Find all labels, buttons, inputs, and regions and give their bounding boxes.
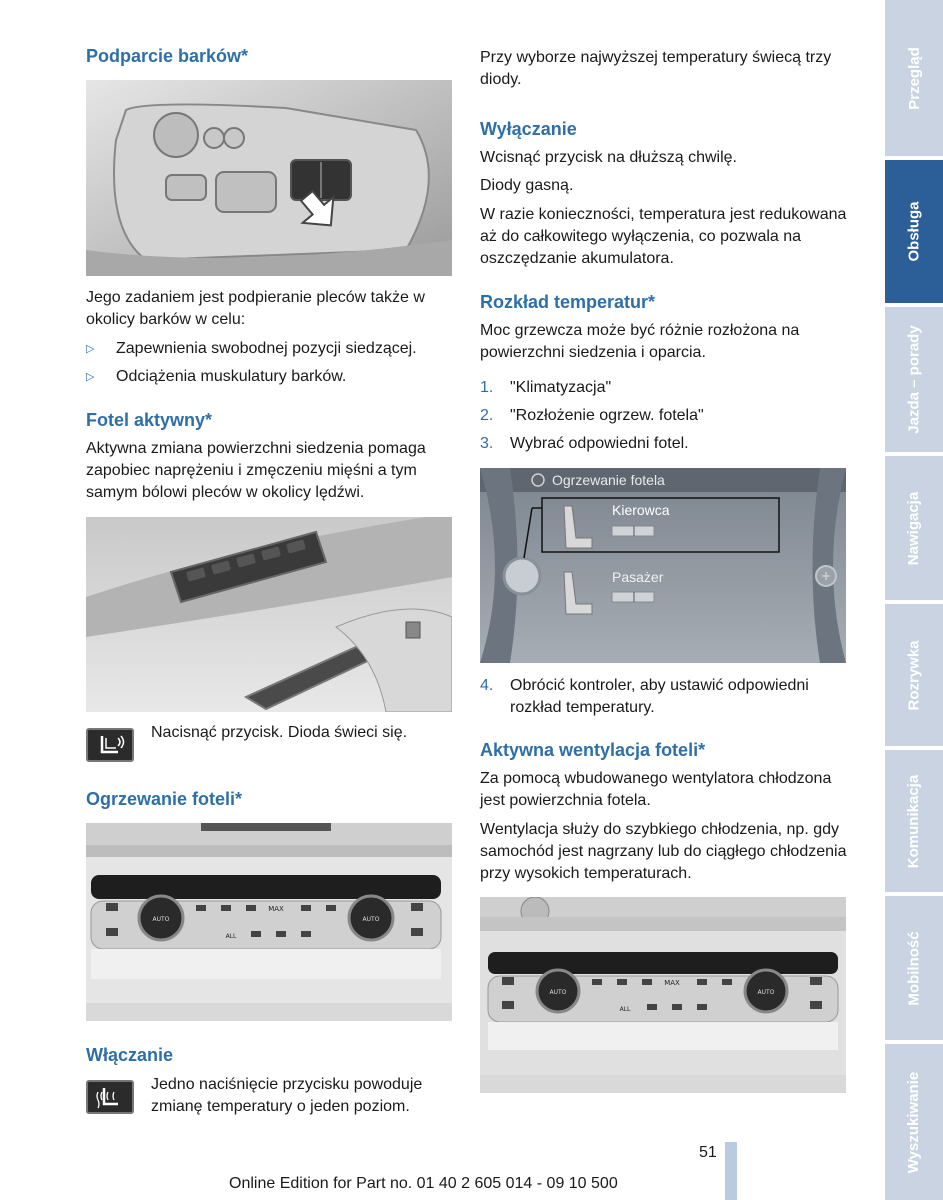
text-wlaczanie: Jedno naciśnięcie przycisku powoduje zmianę temperatury o jeden poziom. bbox=[151, 1076, 423, 1115]
tab-label: Nawigacja bbox=[905, 491, 923, 565]
step-number: 4. bbox=[480, 677, 494, 694]
step-number: 1. bbox=[480, 379, 494, 396]
active-seat-button-icon bbox=[86, 728, 134, 762]
list-item bbox=[480, 377, 850, 399]
auto-label: AUTO bbox=[152, 916, 170, 923]
figure-seat-switch bbox=[86, 80, 452, 276]
bullet-text: Odciążenia muskulatury barków. bbox=[116, 368, 347, 385]
tab-komunikacja[interactable] bbox=[885, 750, 943, 892]
tab-rozrywka[interactable] bbox=[885, 604, 943, 746]
tab-wyszukiwanie[interactable] bbox=[885, 1044, 943, 1200]
page-number: 51 bbox=[699, 1144, 717, 1161]
all-label: ALL bbox=[619, 1006, 631, 1013]
heading-podparcie: Podparcie barków* bbox=[86, 46, 249, 66]
text-top: Przy wyborze najwyższej temperatury świecą trzy diody. bbox=[480, 49, 832, 88]
triangle-bullet-icon: ▷ bbox=[86, 343, 95, 355]
list-item bbox=[86, 366, 454, 388]
heading-wentylacja: Aktywna wentylacja foteli* bbox=[480, 740, 706, 760]
auto-label: AUTO bbox=[362, 916, 380, 923]
figure-idrive-screen bbox=[480, 468, 846, 663]
tab-label: Jazda – porady bbox=[905, 325, 923, 434]
text-rozklad: Moc grzewcza może być różnie rozłożona na powierzchni siedzenia i oparcia. bbox=[480, 322, 800, 361]
tab-label: Komunikacja bbox=[905, 774, 923, 868]
page-marker bbox=[725, 1142, 737, 1200]
max-label: MAX bbox=[664, 979, 680, 987]
bullet-text: Zapewnienia swobodnej pozycji siedzącej. bbox=[116, 340, 417, 357]
list-item bbox=[480, 675, 850, 719]
tab-obsluga[interactable] bbox=[885, 160, 943, 303]
tab-nawigacja[interactable] bbox=[885, 456, 943, 600]
step-number: 2. bbox=[480, 407, 494, 424]
step-text: Obrócić kontroler, aby ustawić odpowiedni rozkład temperatury. bbox=[510, 677, 809, 716]
screen-header: Ogrzewanie fotela bbox=[552, 472, 665, 488]
text-vent-1: Za pomocą wbudowanego wentylatora chłodzona jest powierzchnia fotela. bbox=[480, 770, 832, 809]
max-label: MAX bbox=[268, 905, 284, 913]
tab-label: Wyszukiwanie bbox=[905, 1071, 923, 1173]
text-wyl-3: W razie konieczności, temperatura jest redukowana aż do całkowitego wyłączenia, co pozwala na oszczędzanie akumulatora. bbox=[480, 206, 847, 267]
triangle-bullet-icon: ▷ bbox=[86, 371, 95, 383]
heading-ogrzewanie: Ogrzewanie foteli* bbox=[86, 789, 243, 809]
tab-label: Obsługa bbox=[905, 201, 923, 262]
step-text: Wybrać odpowiedni fotel. bbox=[510, 435, 689, 452]
tab-label: Mobilność bbox=[905, 930, 923, 1006]
text-podparcie: Jego zadaniem jest podpieranie pleców także w okolicy barków w celu: bbox=[86, 289, 425, 328]
step-number: 3. bbox=[480, 435, 494, 452]
svg-text:+: + bbox=[820, 569, 832, 583]
text-vent-2: Wentylacja służy do szybkiego chłodzenia, np. gdy samochód jest nagrzany lub do ciągłego chłodzenia przy wysokich temperaturach. bbox=[480, 821, 847, 882]
seat-heating-button-icon bbox=[86, 1080, 134, 1114]
list-item bbox=[480, 433, 850, 455]
tab-label: Rozrywka bbox=[905, 639, 923, 711]
text-wyl-1: Wcisnąć przycisk na dłuższą chwilę. bbox=[480, 149, 737, 166]
heading-wlaczanie: Włączanie bbox=[86, 1045, 174, 1065]
all-label: ALL bbox=[225, 933, 237, 940]
figure-door-panel bbox=[86, 517, 452, 712]
step-text: "Klimatyzacja" bbox=[510, 379, 612, 396]
footer-text: Online Edition for Part no. 01 40 2 605 014 - 09 10 500 bbox=[229, 1175, 618, 1192]
list-item bbox=[86, 338, 454, 360]
text-nacisnac: Nacisnąć przycisk. Dioda świeci się. bbox=[151, 724, 408, 741]
auto-label: AUTO bbox=[757, 989, 775, 996]
step-text: "Rozłożenie ogrzew. fotela" bbox=[510, 407, 704, 424]
figure-climate-panel-2 bbox=[480, 897, 846, 1093]
controller-knob-icon bbox=[504, 558, 540, 594]
tab-label: Przegląd bbox=[905, 46, 923, 110]
tab-jazda-porady[interactable] bbox=[885, 307, 943, 452]
heading-rozklad: Rozkład temperatur* bbox=[480, 292, 656, 312]
tab-mobilnosc[interactable] bbox=[885, 896, 943, 1040]
menu-item-passenger[interactable]: Pasażer bbox=[612, 569, 664, 585]
menu-item-driver[interactable]: Kierowca bbox=[612, 502, 670, 518]
text-fotel-aktywny: Aktywna zmiana powierzchni siedzenia pomaga zapobiec naprężeniu i zmęczeniu mięśni a tym samym bólowi pleców w okolicy lędźwi. bbox=[86, 440, 426, 501]
figure-climate-panel bbox=[86, 823, 452, 1021]
text-wyl-2: Diody gasną. bbox=[480, 177, 574, 194]
tab-przeglad[interactable] bbox=[885, 0, 943, 156]
list-item bbox=[480, 405, 850, 427]
auto-label: AUTO bbox=[549, 989, 567, 996]
heading-fotel-aktywny: Fotel aktywny* bbox=[86, 410, 213, 430]
heading-wylaczanie: Wyłączanie bbox=[480, 119, 577, 139]
